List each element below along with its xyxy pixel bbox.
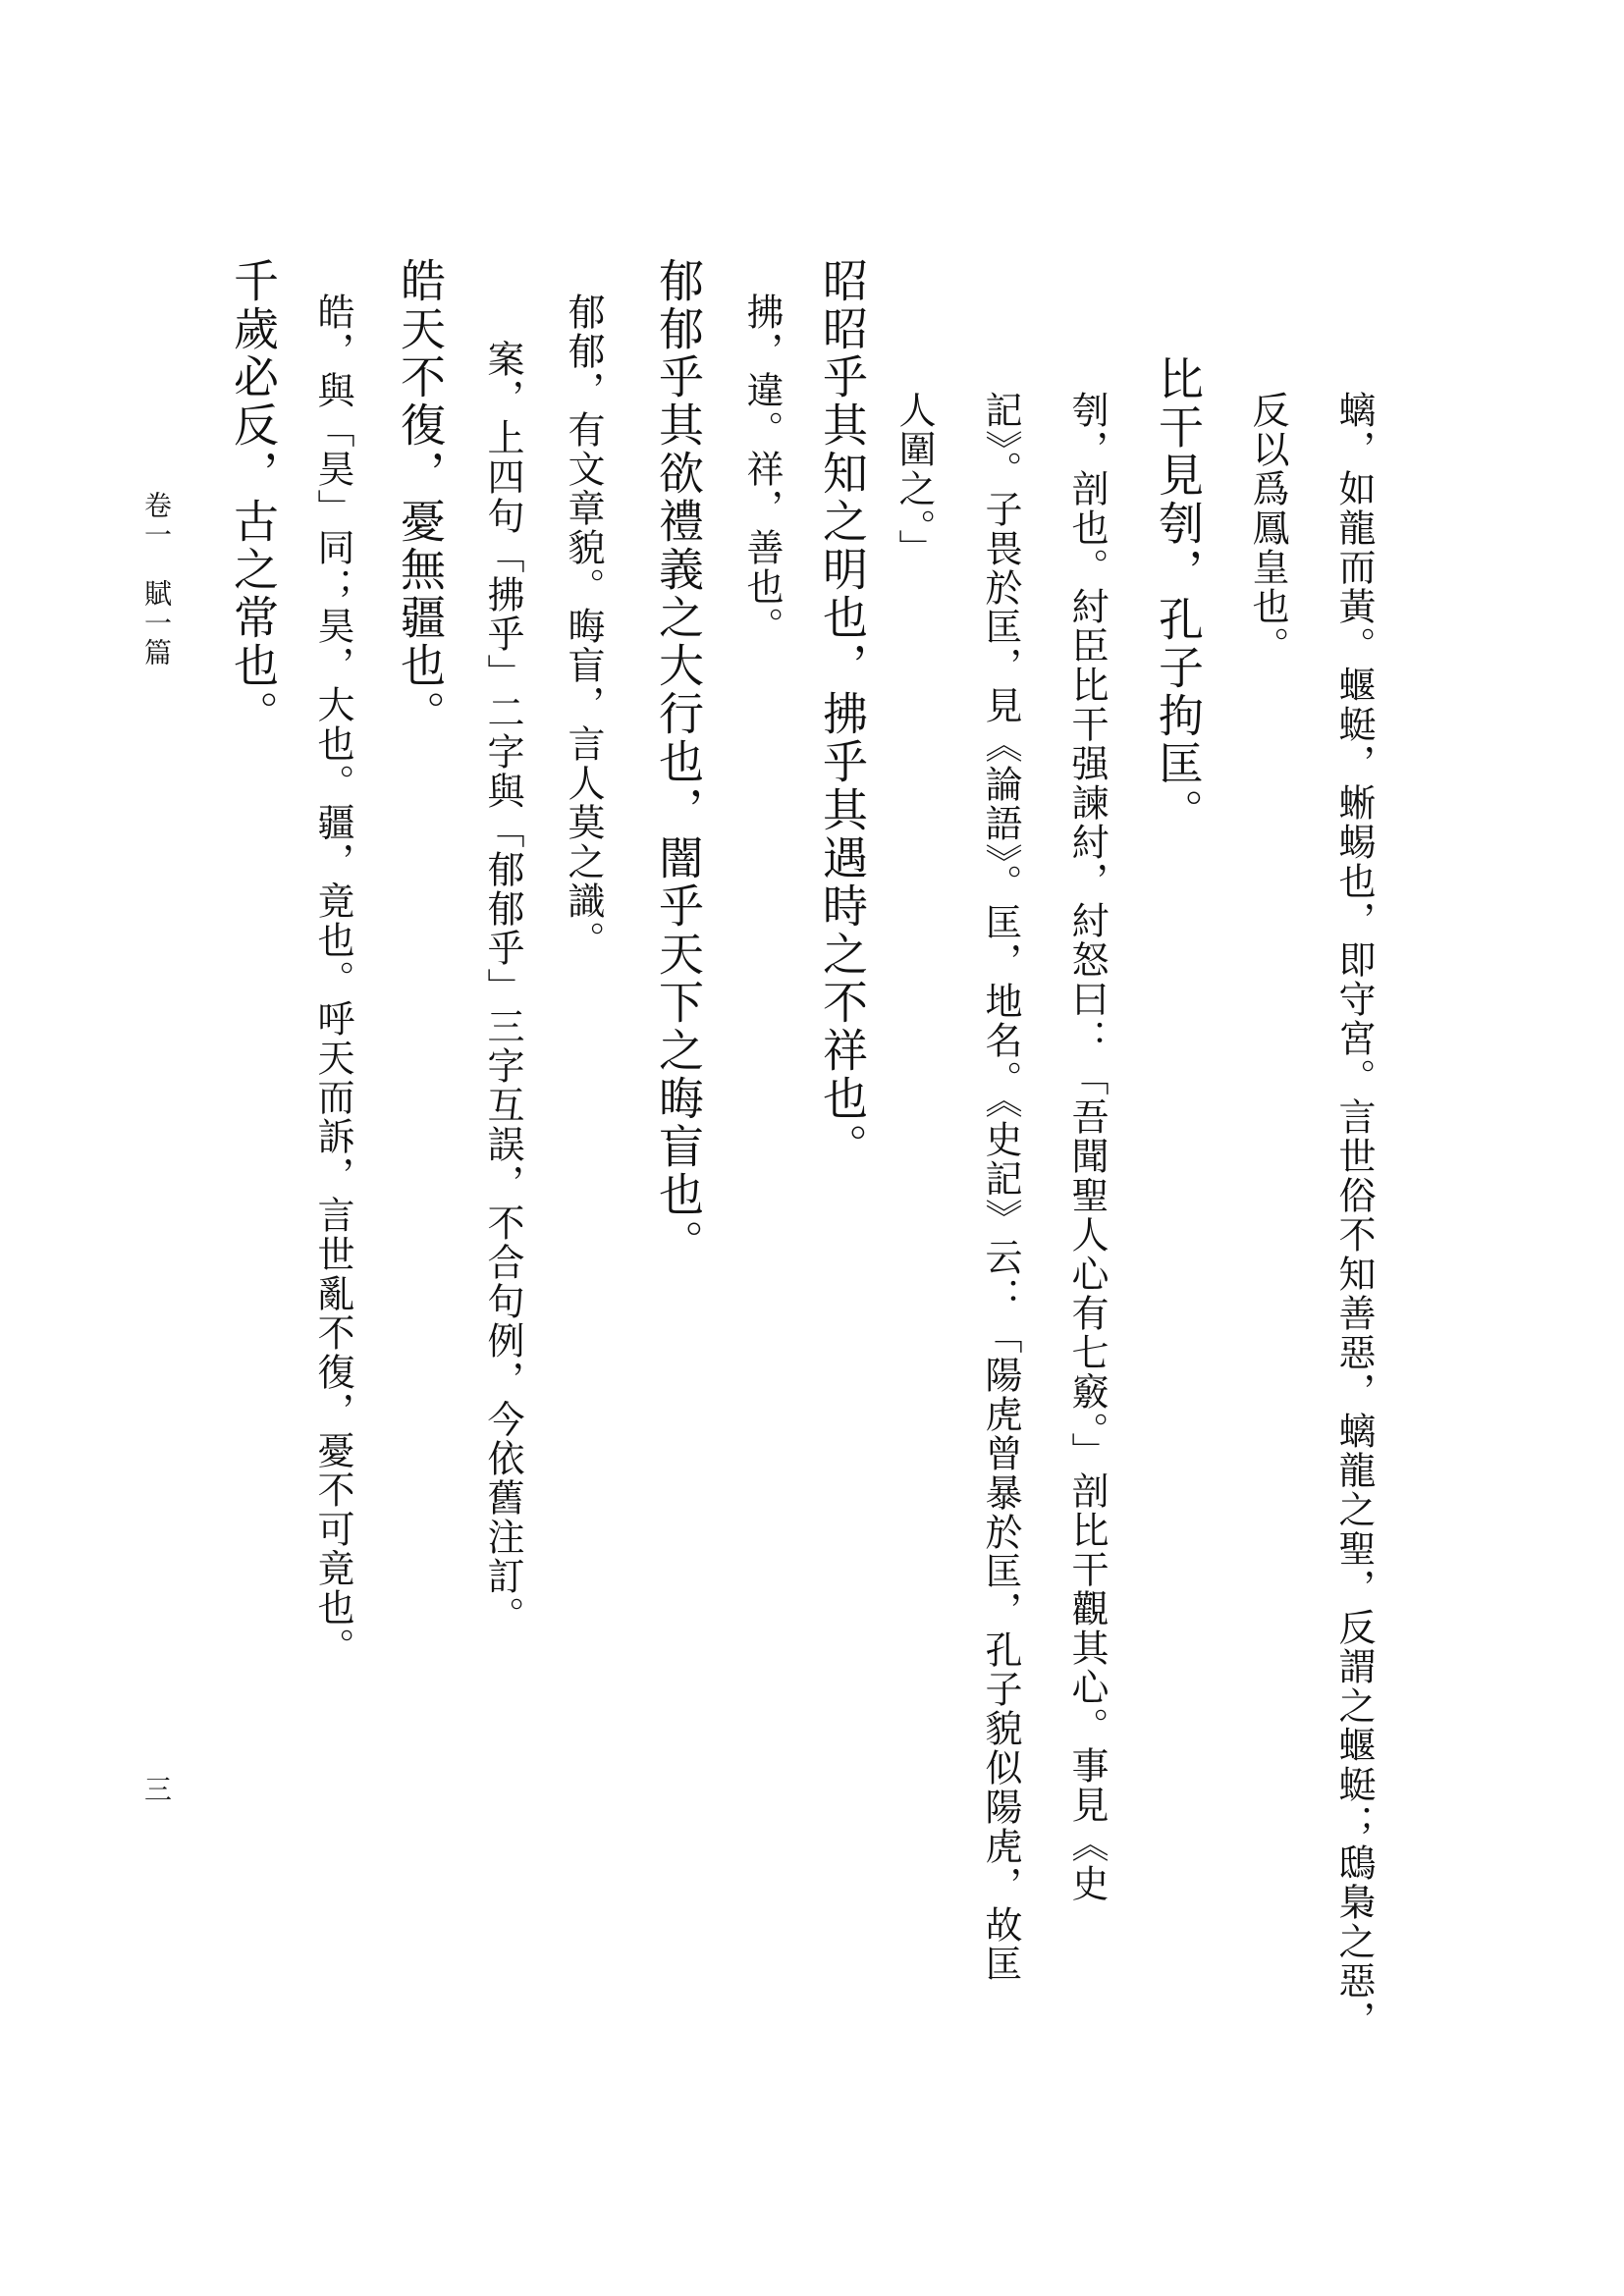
- main-text-line: 千歲必反，古之常也。: [227, 257, 280, 738]
- main-text-line: 皓天不復，憂無疆也。: [394, 257, 447, 738]
- commentary-line: 郁郁，有文章貌。晦盲，言人莫之識。: [562, 293, 605, 960]
- main-text-line: 昭昭乎其知之明也，拂乎其遇時之不祥也。: [816, 257, 869, 1171]
- commentary-line: 刳，剖也。紂臣比干强諫紂，紂怒曰：「吾聞聖人心有七竅。」剖比干觀其心。事見《史: [1065, 391, 1109, 1903]
- running-head: 卷一 賦一篇: [140, 491, 173, 667]
- commentary-line: 記》。子畏於匡，見《論語》。匡，地名。《史記》云：「陽虎曾暴於匡，孔子貌似陽虎，故匡: [979, 391, 1022, 1984]
- commentary-line: 皓，與「昊」同；昊，大也。疆，竟也。呼天而訴，言世亂不復，憂不可竟也。: [311, 293, 354, 1667]
- editorial-note-line: 案，上四句「拂乎」二字與「郁郁乎」三字互誤，不合句例，今依舊注訂。: [481, 340, 524, 1635]
- commentary-line: 人圍之。」: [893, 391, 936, 568]
- commentary-line: 拂，違。祥，善也。: [740, 293, 784, 646]
- page-number: 三: [140, 1775, 173, 1804]
- main-text-line: 郁郁乎其欲禮義之大行也，闇乎天下之晦盲也。: [652, 257, 705, 1267]
- main-text-line: 比干見刳，孔子拘匡。: [1152, 355, 1205, 836]
- commentary-line: 螭，如龍而黃。蝘蜓，蜥蜴也，即守宮。言世俗不知善惡，螭龍之聖，反謂之蝘蜓；鴟梟之惡，: [1332, 391, 1376, 2040]
- commentary-line: 反以爲鳳皇也。: [1246, 391, 1289, 666]
